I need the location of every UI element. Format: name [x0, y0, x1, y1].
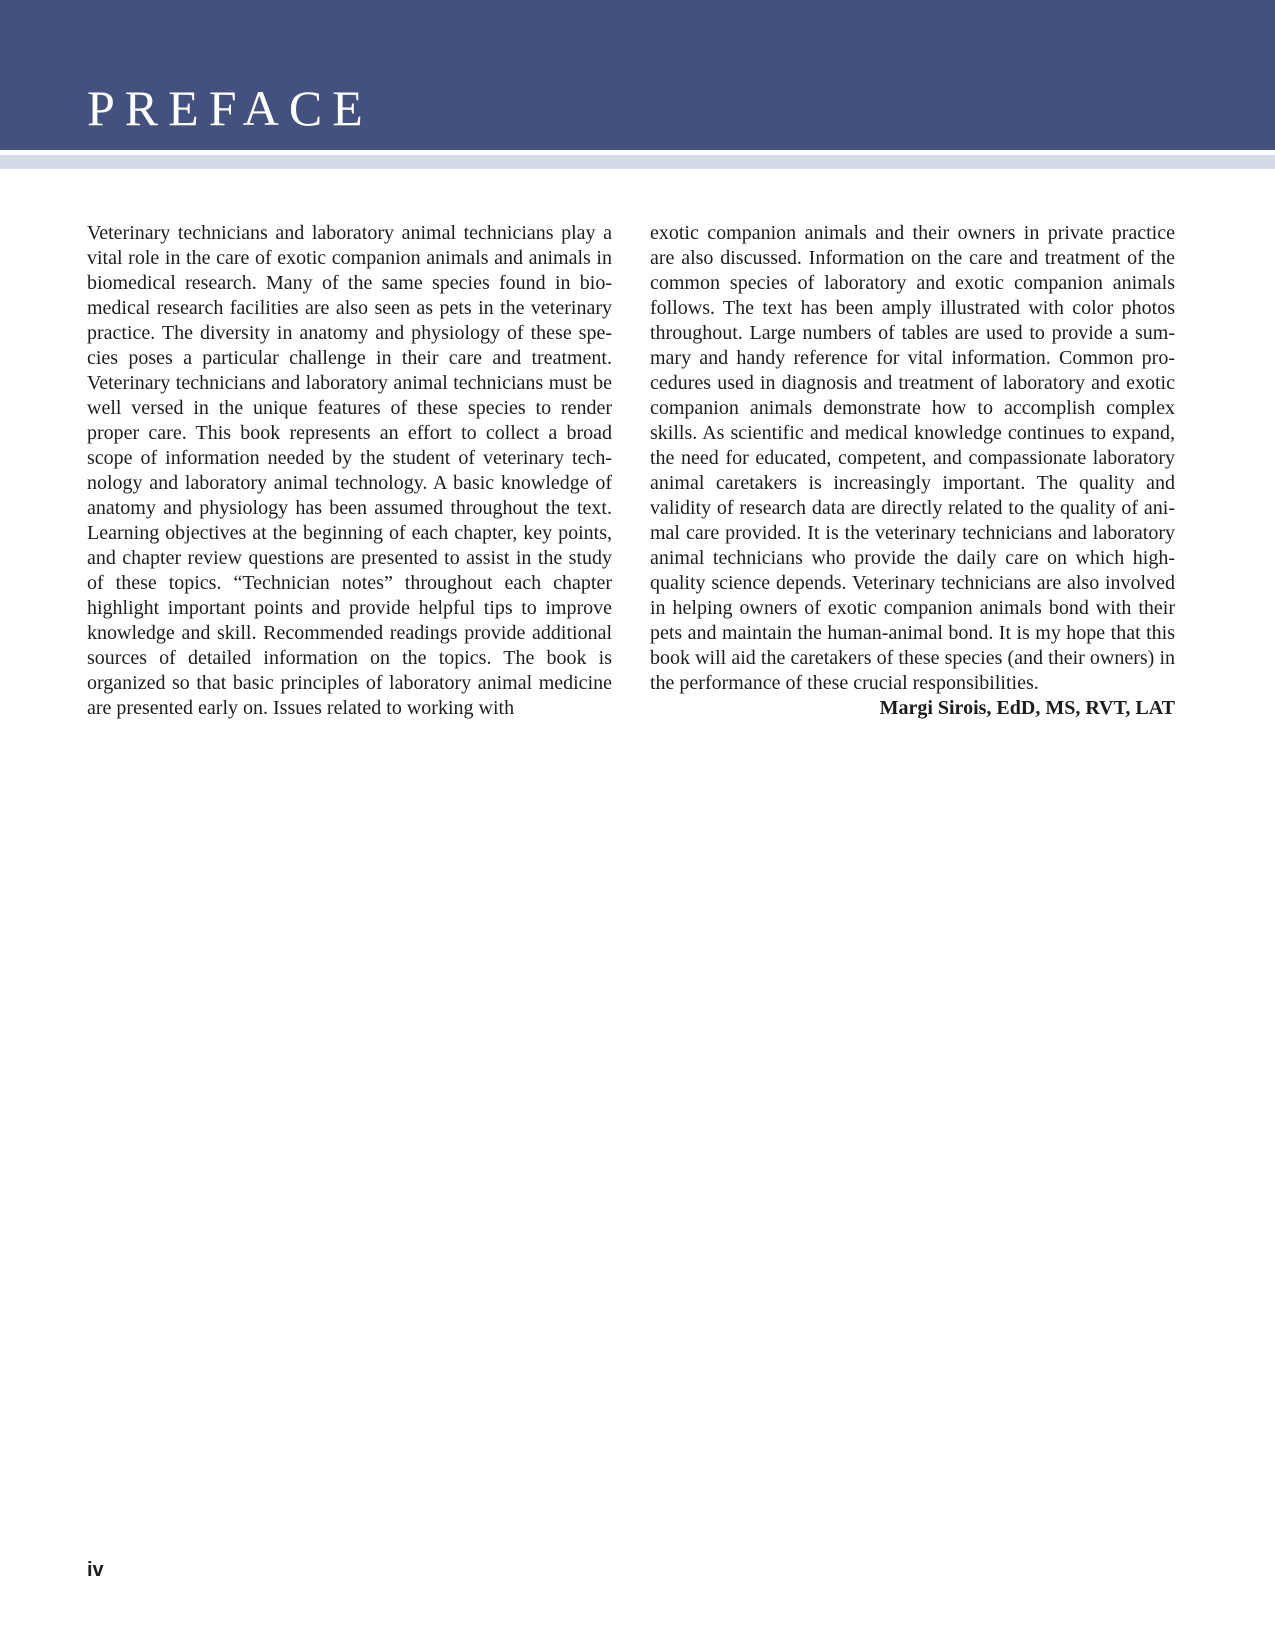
- page-title: PREFACE: [87, 80, 373, 136]
- header-divider: [0, 155, 1275, 169]
- preface-paragraph-part-1: Veterinary technicians and laboratory animal technicians play a vital role in the care of exotic companion animals and animals in biomedical research. Many of the same species found in biomedical research facilities are also seen as pets in the veterinary practice. The diversity in anatomy and physiology of these species poses a particular challenge in their care and treatment. Veterinary technicians and laboratory animal technicians must be well versed in the unique features of these species to render proper care. This book represents an effort to collect a broad scope of information needed by the student of veterinary technology and laboratory animal technology. A basic knowledge of anatomy and physiology has been assumed throughout the text. Learning objectives at the beginning of each chapter, key points, and chapter review questions are presented to assist in the study of these topics. “Technician notes” throughout each chapter highlight important points and provide helpful tips to improve knowledge and skill. Recommended readings provide additional sources of detailed information on the topics. The book is organized so that basic principles of laboratory animal medicine are presented early on. Issues related to working with: [87, 222, 612, 719]
- preface-paragraph-part-2: exotic companion animals and their owners in private practice are also discussed. Information on the care and treatment of the common species of laboratory and exotic companion animals follows. The text has been amply illustrated with color photos throughout. Large numbers of tables are used to provide a summary and handy reference for vital information. Common procedures used in diagnosis and treatment of laboratory and exotic companion animals demonstrate how to accomplish complex skills. As scientific and medical knowledge continues to expand, the need for educated, competent, and compassionate laboratory animal caretakers is increasingly important. The quality and validity of research data are directly related to the quality of animal care provided. It is the veterinary technicians and laboratory animal technicians who provide the daily care on which high-quality science depends. Veterinary technicians are also involved in helping owners of exotic companion animals bond with their pets and maintain the human-animal bond. It is my hope that this book will aid the caretakers of these species (and their owners) in the performance of these crucial responsibilities.: [650, 222, 1175, 694]
- text-column-left: [87, 221, 612, 721]
- text-column-right: [650, 221, 1175, 721]
- author-signature: Margi Sirois, EdD, MS, RVT, LAT: [879, 697, 1175, 719]
- page-number: iv: [87, 1559, 104, 1581]
